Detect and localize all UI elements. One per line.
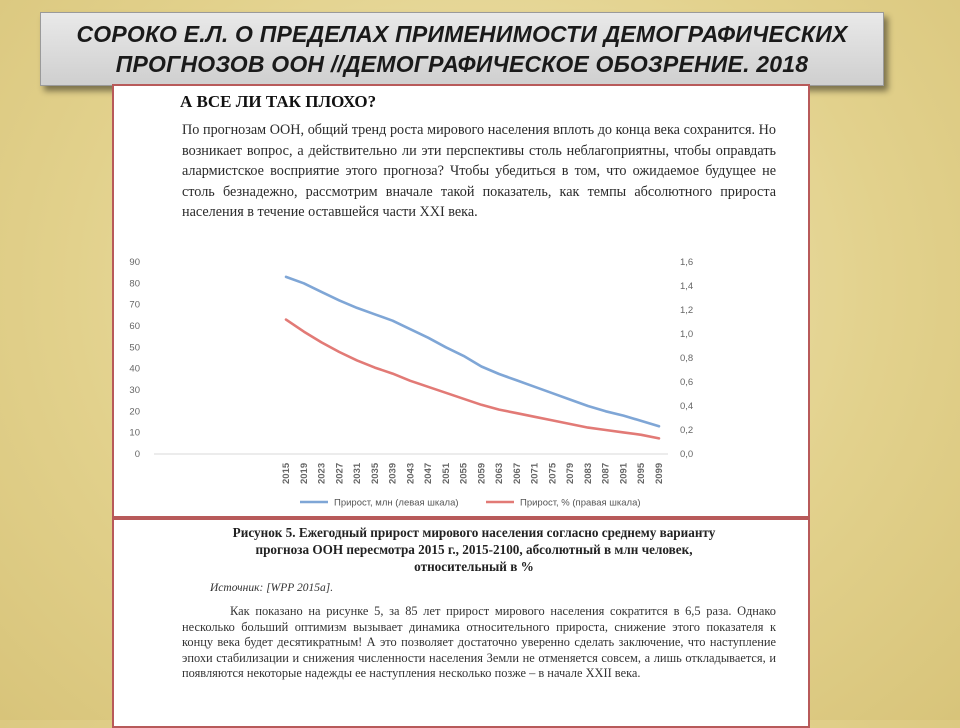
left-axis-tick-label: 50 <box>129 342 140 354</box>
x-axis-tick-label: 2095 <box>636 462 648 484</box>
conclusion-paragraph-text: Как показано на рисунке 5, за 85 лет прирост мирового населения сократится в 6,5 раза. Однако несколько больший оптимизм вызывает динамика относительного прироста, снижение этого показателя к концу века будет десятикратным! А это позволяет достаточно уверенно сделать заключение, что наступление эпохи стабилизации и снижения численности населения Земли не отменяется совсем, а лишь откладывается, и появляются некоторые надежды ее наступления несколько позже – в начале XXII века. <box>182 604 776 681</box>
left-axis-tick-label: 30 <box>129 385 140 396</box>
x-axis-tick-label: 2027 <box>334 462 346 484</box>
x-axis-tick-label: 2075 <box>547 462 559 484</box>
x-axis-tick-label: 2087 <box>600 462 612 484</box>
right-axis-tick-label: 0,8 <box>680 353 694 364</box>
left-axis-tick-label: 10 <box>129 427 140 439</box>
x-axis-tick-label: 2083 <box>582 462 594 484</box>
legend-label-1: Прирост, млн (левая шкала) <box>334 497 459 509</box>
x-axis-tick-label: 2059 <box>476 462 488 484</box>
intro-paragraph: По прогнозам ООН, общий тренд роста мирового населения вплоть до конца века сохранится. Но возникает вопрос, а действительно ли эти перспективы столь неблагоприятны, чтобы оправдать алармистское восприятие этого прогноза? Чтобы убедиться в том, что ожидаемое будущее не столь безнадежно, рассмотрим вначале такой показатель, как темпы абсолютного прироста населения в течение оставшейся части XXI века. <box>182 122 776 220</box>
figure-caption-line-2: прогноза ООН пересмотра 2015 г., 2015-2100, абсолютный в млн человек, <box>255 542 693 557</box>
right-axis-tick-label: 1,4 <box>680 281 694 292</box>
x-axis-tick-label: 2035 <box>369 462 381 484</box>
left-axis-tick-label: 60 <box>129 321 140 332</box>
series-line-2 <box>286 320 659 439</box>
article-excerpt-bottom <box>112 518 810 728</box>
x-axis-tick-label: 2071 <box>529 462 541 484</box>
x-axis-tick-label: 2091 <box>618 462 630 484</box>
right-axis-tick-label: 0,4 <box>680 401 694 412</box>
figure-caption-line-1: Рисунок 5. Ежегодный прирост мирового населения согласно среднему варианту <box>232 525 716 540</box>
section-heading: А ВСЕ ЛИ ТАК ПЛОХО? <box>180 92 377 111</box>
x-axis-tick-label: 2079 <box>565 462 577 484</box>
x-axis-tick-label: 2063 <box>494 462 506 484</box>
x-axis-tick-label: 2023 <box>316 462 328 484</box>
series-line-1 <box>286 277 659 426</box>
x-axis-tick-label: 2019 <box>298 462 310 484</box>
population-growth-chart <box>126 166 694 509</box>
slide-title-box <box>40 12 884 86</box>
x-axis-tick-label: 2047 <box>423 462 435 484</box>
left-axis-tick-label: 40 <box>129 363 140 375</box>
left-axis-tick-label: 20 <box>129 406 140 418</box>
figure-source: Источник: [WPP 2015a]. <box>210 582 334 594</box>
x-axis-tick-label: 2043 <box>405 462 417 484</box>
figure-caption-line-3: относительный в % <box>414 559 534 574</box>
right-axis-tick-label: 1,6 <box>680 257 694 268</box>
legend-label-2: Прирост, % (правая шкала) <box>520 497 641 509</box>
right-axis-tick-label: 0,2 <box>680 425 694 436</box>
x-axis-tick-label: 2031 <box>352 462 364 484</box>
left-axis-tick-label: 0 <box>134 449 140 460</box>
figure-caption <box>174 524 774 575</box>
x-axis-tick-label: 2039 <box>387 462 399 484</box>
x-axis-tick-label: 2067 <box>511 462 523 484</box>
left-axis-tick-label: 80 <box>129 278 140 290</box>
x-axis-tick-label: 2055 <box>458 462 470 484</box>
x-axis-tick-label: 2051 <box>440 462 452 484</box>
right-axis-tick-label: 0,0 <box>680 449 694 460</box>
slide-title-line-1: СОРОКО Е.Л. О ПРЕДЕЛАХ ПРИМЕНИМОСТИ ДЕМОГРАФИЧЕСКИХ <box>76 21 848 47</box>
right-axis-tick-label: 0,6 <box>680 377 694 388</box>
right-axis-tick-label: 1,0 <box>680 329 694 340</box>
slide-title-line-2: ПРОГНОЗОВ ООН //ДЕМОГРАФИЧЕСКОЕ ОБОЗРЕНИЕ. 2018 <box>115 51 809 77</box>
right-axis-tick-label: 1,2 <box>680 305 694 316</box>
conclusion-paragraph <box>182 604 776 682</box>
x-axis-tick-label: 2015 <box>281 462 292 484</box>
x-axis-tick-label: 2099 <box>654 462 665 484</box>
left-axis-tick-label: 90 <box>129 257 140 268</box>
left-axis-tick-label: 70 <box>129 299 140 311</box>
